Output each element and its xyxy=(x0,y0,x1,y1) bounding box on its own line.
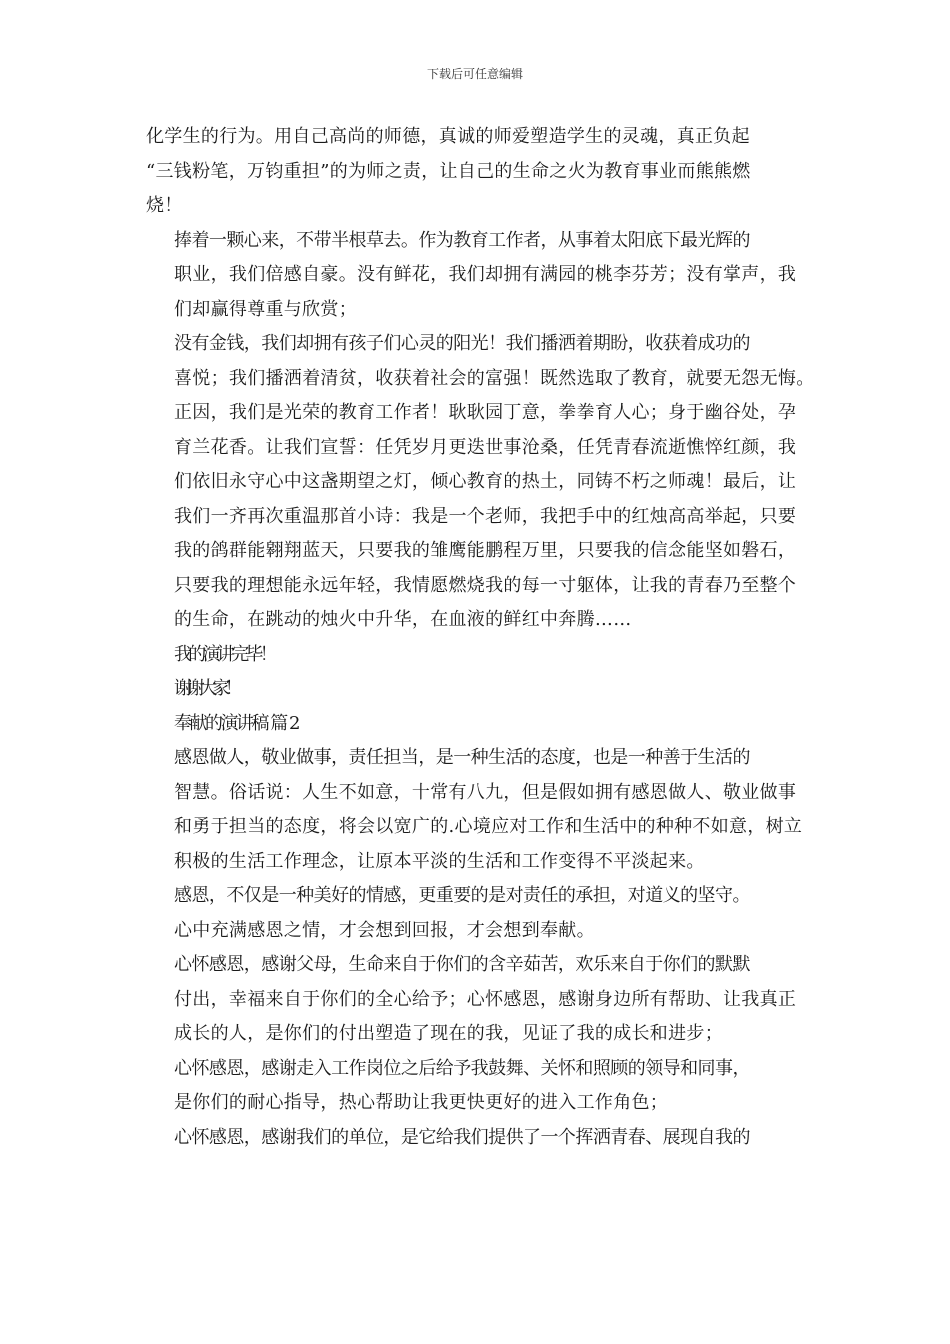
text-line: 育兰花香。让我们宣誓：任凭岁月更迭世事沧桑，任凭青春流逝憔悴红颜，我 xyxy=(174,436,797,458)
text-line: 是你们的耐心指导，热心帮助让我更快更好的进入工作角色； xyxy=(174,1092,669,1113)
paragraph xyxy=(146,638,816,673)
text-line: 我们一齐再次重温那首小诗：我是一个老师，我把手中的红烛高高举起，只要 xyxy=(174,505,797,527)
paragraph xyxy=(146,224,816,328)
text-line: 智慧。俗话说：人生不如意，十常有八九，但是假如拥有感恩做人、敬业做事 xyxy=(174,781,797,803)
text-line: 们依旧永守心中这盏期望之灯，倾心教育的热土，同铸不朽之师魂！最后，让 xyxy=(174,471,797,492)
paragraph xyxy=(146,948,816,1052)
paragraph xyxy=(146,672,816,707)
paragraph xyxy=(146,741,816,879)
text-line: 心怀感恩，感谢走入工作岗位之后给予我鼓舞、关怀和照顾的领导和同事， xyxy=(174,1057,750,1079)
text-line: 谢谢大家！ xyxy=(174,678,238,699)
text-line: 付出，幸福来自于你们的全心给予；心怀感恩，感谢身边所有帮助、让我真正 xyxy=(174,988,797,1010)
text-line: 职业，我们倍感自豪。没有鲜花，我们却拥有满园的桃李芬芳；没有掌声，我 xyxy=(174,264,797,285)
text-line: 们却赢得尊重与欣赏； xyxy=(174,298,357,320)
text-line: 心怀感恩，感谢我们的单位，是它给我们提供了一个挥洒青春、展现自我的 xyxy=(174,1126,750,1148)
text-line: 烧！ xyxy=(146,195,183,216)
text-line: 和勇于担当的态度，将会以宽广的.心境应对工作和生活中的种种不如意，树立 xyxy=(174,816,803,837)
text-line: 成长的人，是你们的付出塑造了现在的我，见证了我的成长和进步； xyxy=(174,1023,723,1044)
paragraph xyxy=(146,1121,816,1156)
paragraph xyxy=(146,707,816,742)
text-line: 感恩，不仅是一种美好的情感，更重要的是对责任的承担，对道义的坚守。 xyxy=(174,885,750,906)
text-line: 没有金钱，我们却拥有孩子们心灵的阳光！我们播洒着期盼，收获着成功的 xyxy=(174,333,750,354)
paragraph xyxy=(146,120,816,224)
text-line: “三钱粉笔，万钧重担”的为师之责，让自己的生命之火为教育事业而熊熊燃 xyxy=(146,160,751,182)
text-line: 积极的生活工作理念，让原本平淡的生活和工作变得不平淡起来。 xyxy=(174,850,705,872)
paragraph xyxy=(146,1052,816,1121)
text-line: 正因，我们是光荣的教育工作者！耿耿园丁意，拳拳育人心；身于幽谷处，孕 xyxy=(174,402,797,423)
text-line: 化学生的行为。用自己高尚的师德，真诚的师爱塑造学生的灵魂，真正负起 xyxy=(146,126,750,147)
text-line: 的生命，在跳动的烛火中升华，在血液的鲜红中奔腾…… xyxy=(174,609,632,630)
text-line: 只要我的理想能永远年轻，我情愿燃烧我的每一寸躯体，让我的青春乃至整个 xyxy=(174,574,797,596)
text-line: 心怀感恩，感谢父母，生命来自于你们的含辛茹苦，欢乐来自于你们的默默 xyxy=(174,954,750,975)
document-body xyxy=(146,120,816,1155)
text-line: 感恩做人，敬业做事，责任担当，是一种生活的态度，也是一种善于生活的 xyxy=(174,747,750,768)
page-header: 下载后可任意编辑 xyxy=(426,67,523,81)
paragraph xyxy=(146,327,816,638)
text-line: 我的鸽群能翱翔蓝天，只要我的雏鹰能鹏程万里，只要我的信念能坚如磐石， xyxy=(174,540,797,561)
text-line: 奉献的演讲稿 篇 2 xyxy=(174,712,298,734)
paragraph xyxy=(146,879,816,948)
text-line: 我的演讲完毕！ xyxy=(174,643,275,665)
text-line: 捧着一颗心来，不带半根草去。作为教育工作者，从事着太阳底下最光辉的 xyxy=(174,229,750,251)
text-line: 心中充满感恩之情，才会想到回报，才会想到奉献。 xyxy=(174,919,595,941)
text-line: 喜悦；我们播洒着清贫，收获着社会的富强！既然选取了教育，就要无怨无悔。 xyxy=(174,367,815,389)
